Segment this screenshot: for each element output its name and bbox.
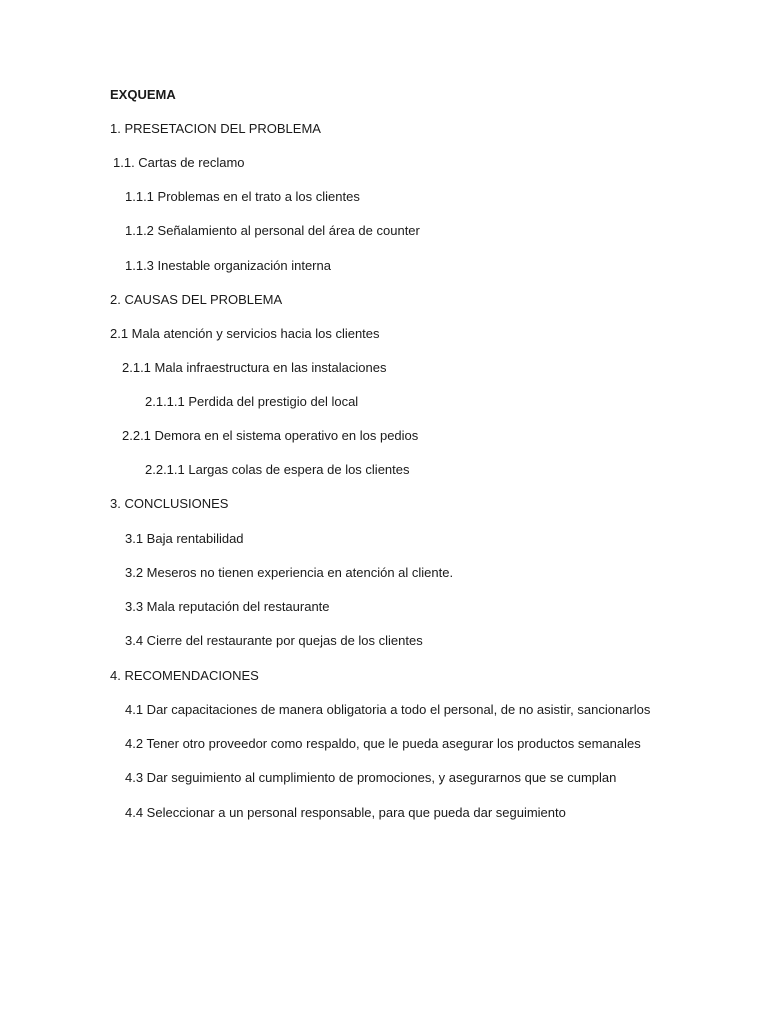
outline-item: 2.2.1.1 Largas colas de espera de los clientes — [145, 462, 410, 477]
section-heading: 2. CAUSAS DEL PROBLEMA — [110, 292, 283, 307]
outline-item: 4.2 Tener otro proveedor como respaldo, que le pueda asegurar los productos semanales — [125, 736, 641, 751]
outline-item: 2.1.1 Mala infraestructura en las instalaciones — [122, 360, 387, 375]
outline-item: 2.2.1 Demora en el sistema operativo en los pedios — [122, 428, 419, 443]
outline-item: 3.2 Meseros no tienen experiencia en atención al cliente. — [125, 565, 454, 580]
outline-item: 1.1.1 Problemas en el trato a los clientes — [125, 189, 360, 204]
outline-item: 3.3 Mala reputación del restaurante — [125, 599, 330, 614]
outline-item: 3.4 Cierre del restaurante por quejas de los clientes — [125, 633, 423, 648]
section-heading: 1. PRESETACION DEL PROBLEMA — [110, 121, 321, 136]
outline-item: 4.4 Seleccionar a un personal responsable, para que pueda dar seguimiento — [125, 805, 566, 820]
outline-item: 1.1.2 Señalamiento al personal del área de counter — [125, 223, 420, 238]
subsection-item: 2.1 Mala atención y servicios hacia los clientes — [110, 326, 380, 341]
outline-item: 1.1.3 Inestable organización interna — [125, 258, 331, 273]
outline-item: 4.1 Dar capacitaciones de manera obligatoria a todo el personal, de no asistir, sancionarlos — [125, 702, 651, 717]
document-title: EXQUEMA — [110, 87, 176, 102]
outline-item: 2.1.1.1 Perdida del prestigio del local — [145, 394, 359, 409]
outline-item: 4.3 Dar seguimiento al cumplimiento de promociones, y asegurarnos que se cumplan — [125, 770, 617, 785]
outline-item: 3.1 Baja rentabilidad — [125, 531, 244, 546]
section-heading: 4. RECOMENDACIONES — [110, 668, 259, 683]
subsection-item: 1.1. Cartas de reclamo — [113, 155, 245, 170]
section-heading: 3. CONCLUSIONES — [110, 496, 229, 511]
